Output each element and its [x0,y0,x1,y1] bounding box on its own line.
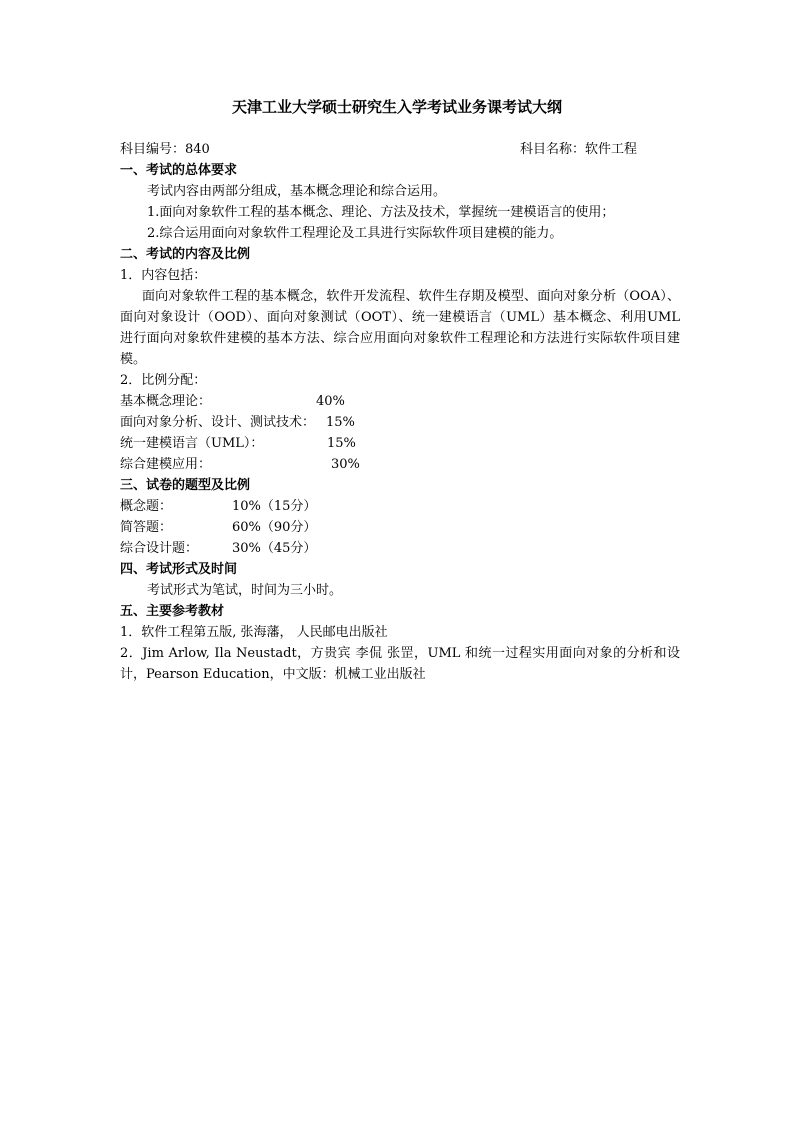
subject-code: 科目编号：840 [120,142,210,157]
section-1-intro: 考试内容由两部分组成，基本概念理论和综合运用。 [147,184,447,199]
ratio-label: 统一建模语言（UML）： [120,436,264,451]
ratio-value: 15% [327,436,356,451]
reference-item: 2．Jim Arlow, Ila Neustadt，方贵宾 李侃 张罡，UML 和统一过程实用面向对象的分析和设计，Pearson Education，中文版：机械工业出版社 [120,646,680,682]
question-type-row [120,538,680,559]
ratio-row [120,391,680,412]
reference-item: 1．软件工程第五版, 张海藩， 人民邮电出版社 [120,625,388,640]
section-1-heading: 一、考试的总体要求 [120,163,238,178]
section-2-sub-2: 2．比例分配： [120,373,207,388]
section-3-heading: 三、试卷的题型及比例 [120,478,251,493]
question-type-row [120,517,680,538]
question-type-row [120,496,680,517]
section-2-sub-1: 1．内容包括： [120,268,207,283]
ratio-value: 40% [316,394,345,409]
section-2-paragraph: 面向对象软件工程的基本概念，软件开发流程、软件生存期及模型、面向对象分析（OOA）、面向对象设计（OOD）、面向对象测试（OOT）、统一建模语言（UML）基本概念、利用UML 进行面向对象软件建模的基本方法、综合应用面向对象软件工程理论和方法进行实际软件项目建模。 [120,289,680,367]
question-type-value: 10%（15分） [232,499,317,514]
section-2-heading: 二、考试的内容及比例 [120,247,251,262]
question-type-value: 60%（90分） [232,520,317,535]
question-type-label: 简答题： [120,520,173,535]
ratio-row [120,433,680,454]
ratio-row [120,412,680,433]
subject-info-row [120,140,680,160]
ratio-row [120,454,680,475]
ratio-label: 面向对象分析、设计、测试技术： [120,415,316,430]
ratio-label: 基本概念理论： [120,394,212,409]
question-type-value: 30%（45分） [232,541,317,556]
section-1-item-2: 2.综合运用面向对象软件工程理论及工具进行实际软件项目建模的能力。 [147,226,563,241]
ratio-value: 15% [326,415,355,430]
subject-name: 科目名称：软件工程 [520,142,638,157]
section-4-heading: 四、考试形式及时间 [120,562,238,577]
question-type-label: 概念题： [120,499,173,514]
question-type-label: 综合设计题： [120,541,199,556]
ratio-label: 综合建模应用： [120,457,212,472]
document-title: 天津工业大学硕士研究生入学考试业务课考试大纲 [231,98,562,116]
section-4-text: 考试形式为笔试，时间为三小时。 [147,583,343,598]
section-1-item-1: 1.面向对象软件工程的基本概念、理论、方法及技术，掌握统一建模语言的使用； [147,205,615,220]
ratio-value: 30% [331,457,360,472]
section-5-heading: 五、主要参考教材 [120,604,225,619]
document-body [120,160,680,685]
